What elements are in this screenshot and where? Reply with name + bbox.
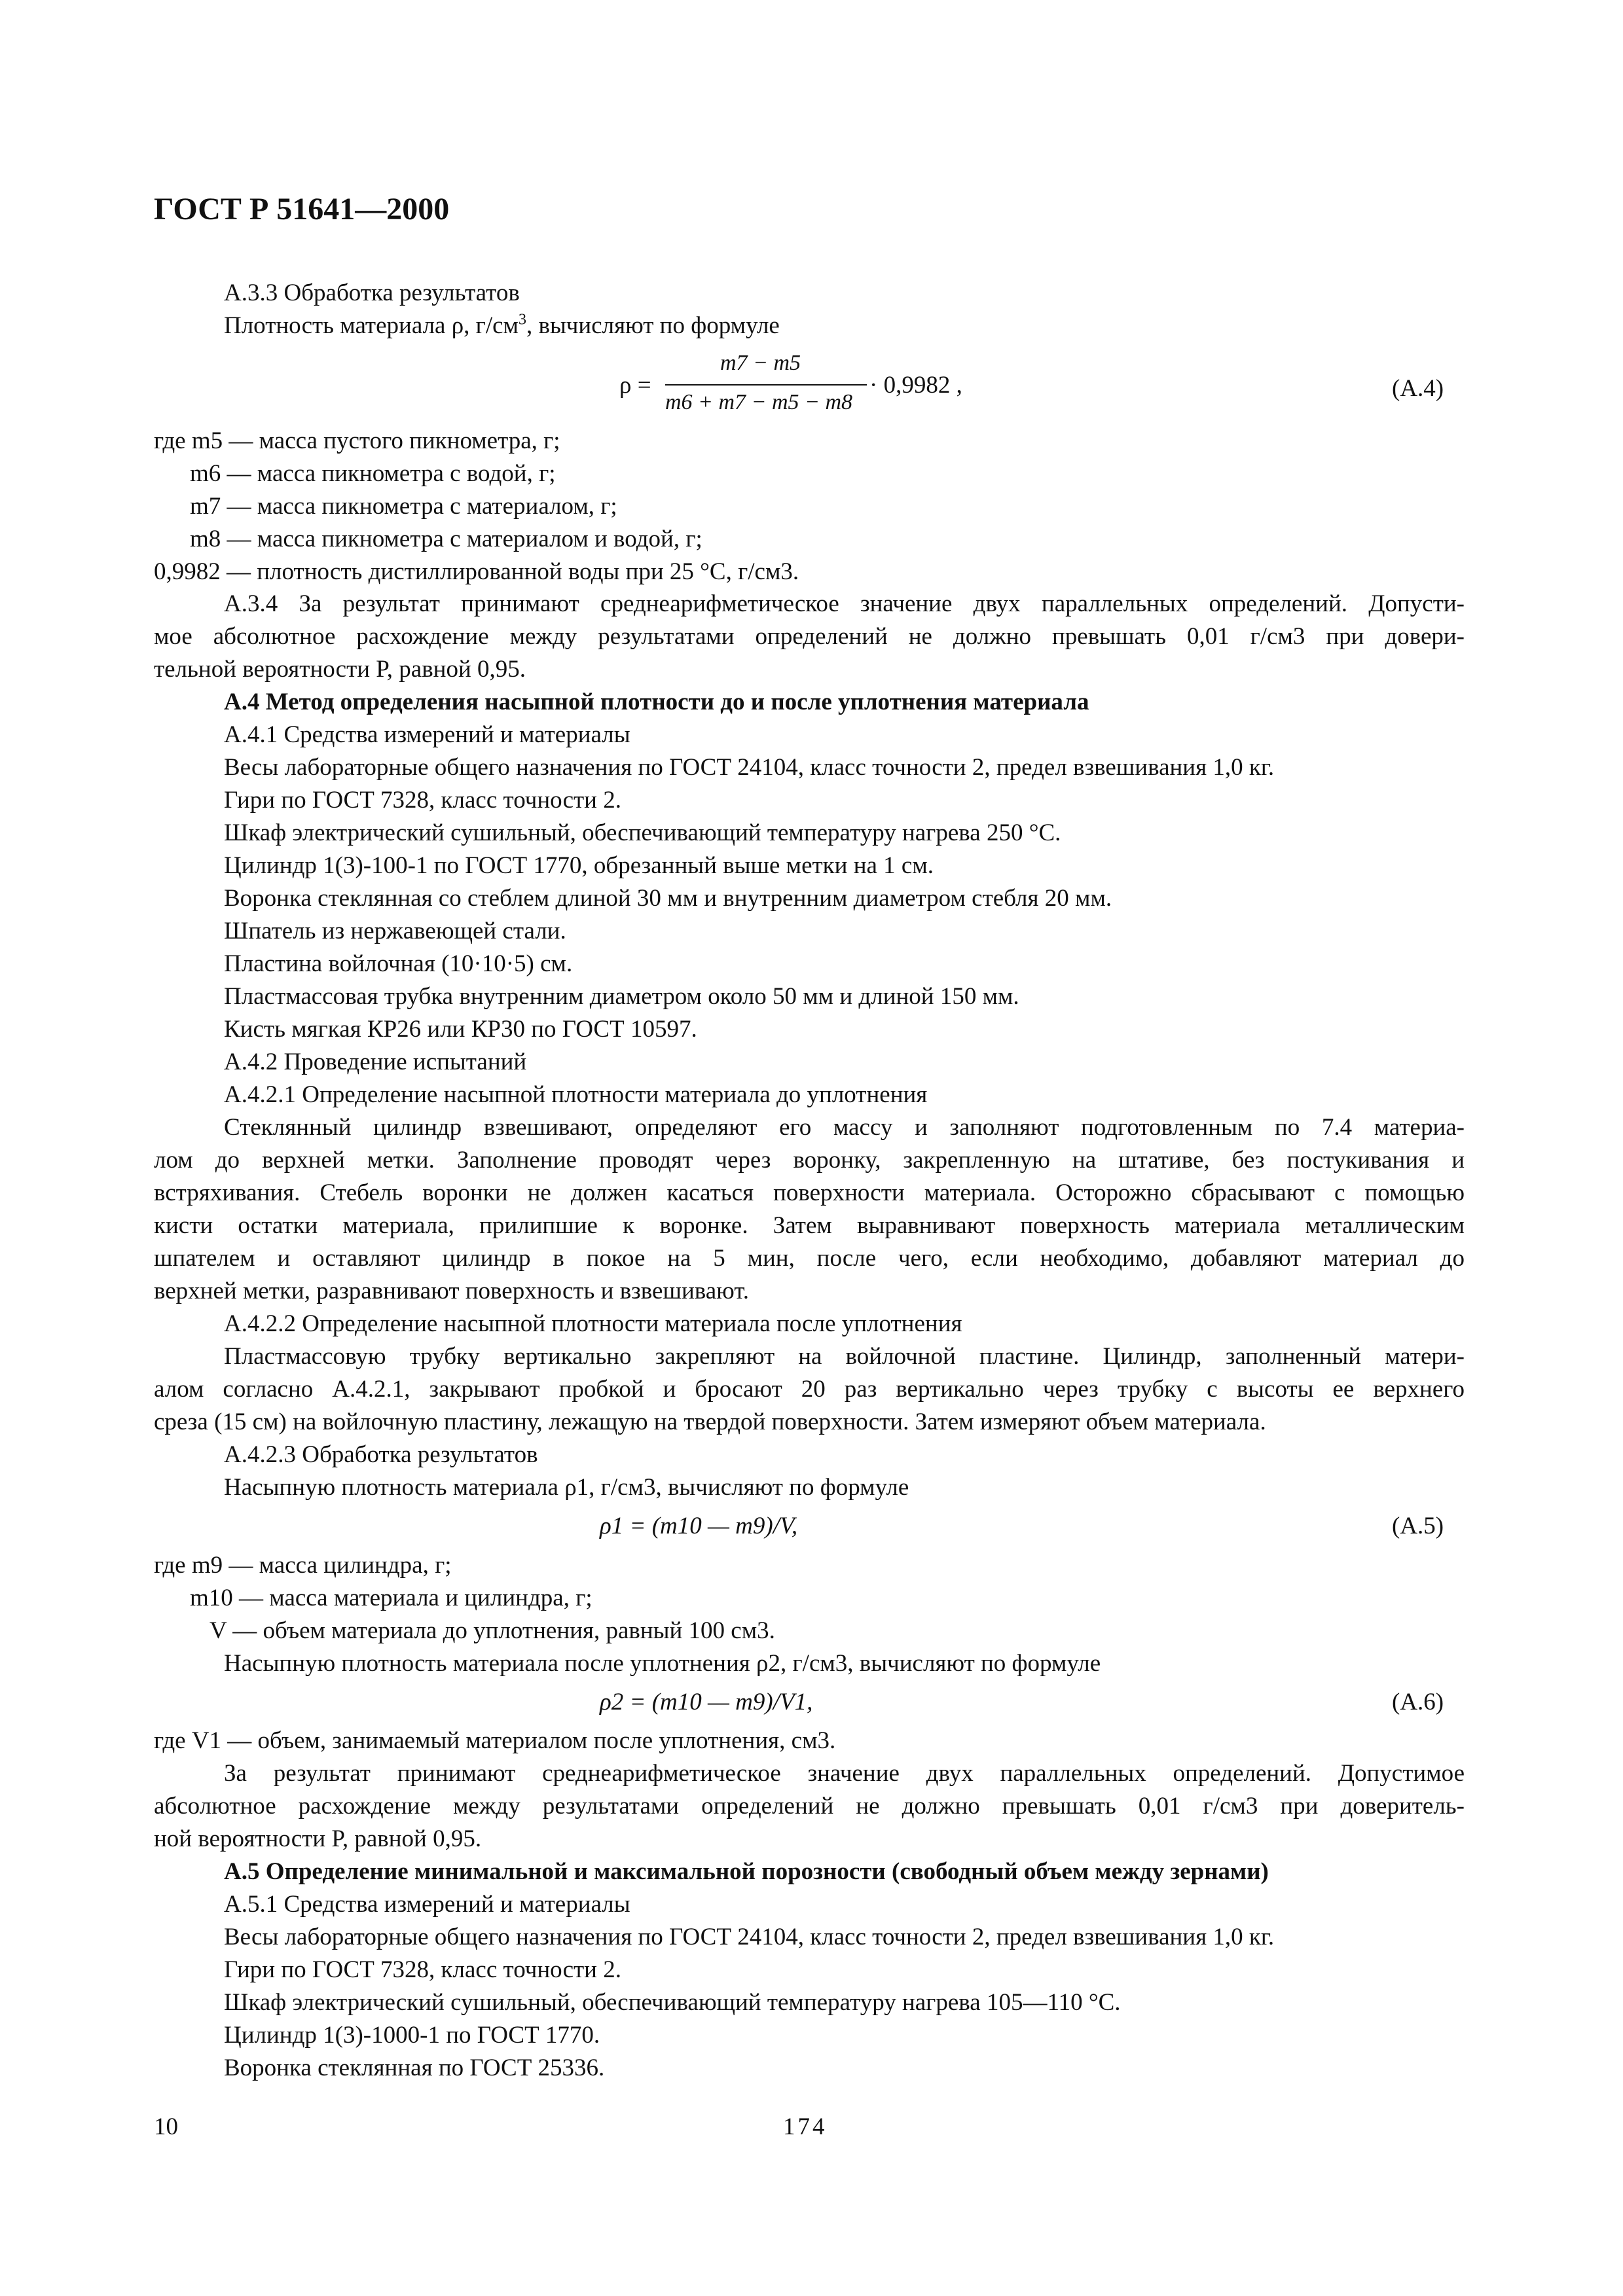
list-item: Цилиндр 1(3)-1000-1 по ГОСТ 1770.: [224, 2022, 600, 2049]
paragraph-line: А.3.4 За результат принимают среднеарифметическое значение двух параллельных определений. Допусти-: [224, 590, 1465, 617]
list-item: Гири по ГОСТ 7328, класс точности 2.: [224, 787, 621, 814]
list-item: Шкаф электрический сушильный, обеспечивающий температуру нагрева 105—110 °С.: [224, 1989, 1121, 2016]
fraction-bar: [665, 384, 867, 386]
paragraph-line: мое абсолютное расхождение между результатами определений не должно превышать 0,01 г/см3 при довери-: [154, 623, 1465, 650]
formula: ρ2 = (m10 — m9)/V1,: [600, 1689, 813, 1715]
section-title: А.4.1 Средства измерений и материалы: [224, 721, 630, 748]
list-item: Цилиндр 1(3)-100-1 по ГОСТ 1770, обрезанный выше метки на 1 см.: [224, 852, 934, 879]
paragraph-line: тельной вероятности P, равной 0,95.: [154, 656, 526, 683]
formula-factor: · 0,9982 ,: [869, 372, 962, 399]
where-line: m6 — масса пикнометра с водой, г;: [190, 460, 556, 487]
where-line: V — объем материала до уплотнения, равный 100 см3.: [210, 1617, 775, 1644]
where-line: где m5 — масса пустого пикнометра, г;: [154, 427, 560, 454]
where-line: m8 — масса пикнометра с материалом и водой, г;: [190, 526, 702, 552]
list-item: Шкаф электрический сушильный, обеспечивающий температуру нагрева 250 °С.: [224, 819, 1061, 846]
page-number-left: 10: [154, 2113, 178, 2140]
list-item: Кисть мягкая КР26 или КР30 по ГОСТ 10597.: [224, 1016, 697, 1043]
paragraph-line: Насыпную плотность материала после уплотнения ρ2, г/см3, вычисляют по формуле: [224, 1650, 1101, 1677]
section-title: А.3.3 Обработка результатов: [224, 279, 520, 306]
where-line: где V1 — объем, занимаемый материалом после уплотнения, см3.: [154, 1727, 836, 1754]
paragraph-line: Насыпную плотность материала ρ1, г/см3, вычисляют по формуле: [224, 1474, 909, 1501]
where-line: 0,9982 — плотность дистиллированной воды при 25 °С, г/см3.: [154, 558, 799, 585]
formula-number: (А.6): [1392, 1689, 1444, 1715]
section-title: А.4.2 Проведение испытаний: [224, 1049, 527, 1075]
list-item: Пластина войлочная (10·10·5) см.: [224, 950, 573, 977]
paragraph-line: лом до верхней метки. Заполнение проводят через воронку, закрепленную на штативе, без постукивания и: [154, 1147, 1465, 1174]
paragraph-line: среза (15 см) на войлочную пластину, лежащую на твердой поверхности. Затем измеряют объем материала.: [154, 1408, 1266, 1435]
paragraph-line: абсолютное расхождение между результатами определений не должно превышать 0,01 г/см3 при доверитель-: [154, 1793, 1465, 1820]
where-line: m7 — масса пикнометра с материалом, г;: [190, 493, 617, 520]
formula-number: (А.5): [1392, 1513, 1444, 1539]
list-item: Пластмассовая трубка внутренним диаметром около 50 мм и длиной 150 мм.: [224, 983, 1019, 1010]
paragraph-line: Плотность материала ρ, $г/см^3$, вычисляют по формуле: [224, 311, 780, 339]
list-item: Воронка стеклянная по ГОСТ 25336.: [224, 2054, 605, 2081]
document-code-header: ГОСТ Р 51641—2000: [154, 192, 450, 226]
section-title: А.4.2.2 Определение насыпной плотности материала после уплотнения: [224, 1310, 962, 1337]
section-heading: А.5 Определение минимальной и максимальной порозности (свободный объем между зернами): [224, 1858, 1269, 1885]
paragraph-line: встряхивания. Стебель воронки не должен касаться поверхности материала. Осторожно сбрасывают с помощью: [154, 1179, 1465, 1206]
list-item: Воронка стеклянная со стеблем длиной 30 мм и внутренним диаметром стебля 20 мм.: [224, 885, 1112, 912]
paragraph-line: Стеклянный цилиндр взвешивают, определяют его массу и заполняют подготовленным по 7.4 материа-: [224, 1114, 1465, 1141]
formula-number: (А.4): [1392, 375, 1444, 402]
where-line: m10 — масса материала и цилиндра, г;: [190, 1585, 593, 1611]
list-item: Весы лабораторные общего назначения по ГОСТ 24104, класс точности 2, предел взвешивания 1,0 кг.: [224, 754, 1275, 781]
paragraph-line: Пластмассовую трубку вертикально закрепляют на войлочной пластине. Цилиндр, заполненный матери-: [224, 1343, 1465, 1370]
formula-numerator: m7 − m5: [720, 351, 801, 375]
formula: ρ1 = (m10 — m9)/V,: [600, 1513, 798, 1539]
paragraph-line: шпателем и оставляют цилиндр в покое на 5 мин, после чего, если необходимо, добавляют материал до: [154, 1245, 1465, 1272]
list-item: Шпатель из нержавеющей стали.: [224, 918, 566, 944]
where-line: где m9 — масса цилиндра, г;: [154, 1552, 452, 1579]
page-number-center: 174: [783, 2113, 828, 2140]
section-title: А.4.2.1 Определение насыпной плотности материала до уплотнения: [224, 1081, 928, 1108]
formula-denominator: m6 + m7 − m5 − m8: [665, 390, 853, 414]
paragraph-line: алом согласно А.4.2.1, закрывают пробкой и бросают 20 раз вертикально через трубку с высоты ее верхнего: [154, 1376, 1465, 1403]
section-heading: А.4 Метод определения насыпной плотности до и после уплотнения материала: [224, 689, 1089, 715]
list-item: Весы лабораторные общего назначения по ГОСТ 24104, класс точности 2, предел взвешивания 1,0 кг.: [224, 1924, 1275, 1950]
paragraph-line: За результат принимают среднеарифметическое значение двух параллельных определений. Допустимое: [224, 1760, 1465, 1787]
formula-lhs: ρ =: [619, 372, 651, 399]
section-title: А.4.2.3 Обработка результатов: [224, 1441, 538, 1468]
section-title: А.5.1 Средства измерений и материалы: [224, 1891, 630, 1918]
paragraph-line: кисти остатки материала, прилипшие к воронке. Затем выравнивают поверхность материала металлическим: [154, 1212, 1465, 1239]
list-item: Гири по ГОСТ 7328, класс точности 2.: [224, 1956, 621, 1983]
paragraph-line: верхней метки, разравнивают поверхность и взвешивают.: [154, 1278, 749, 1304]
paragraph-line: ной вероятности P, равной 0,95.: [154, 1825, 482, 1852]
